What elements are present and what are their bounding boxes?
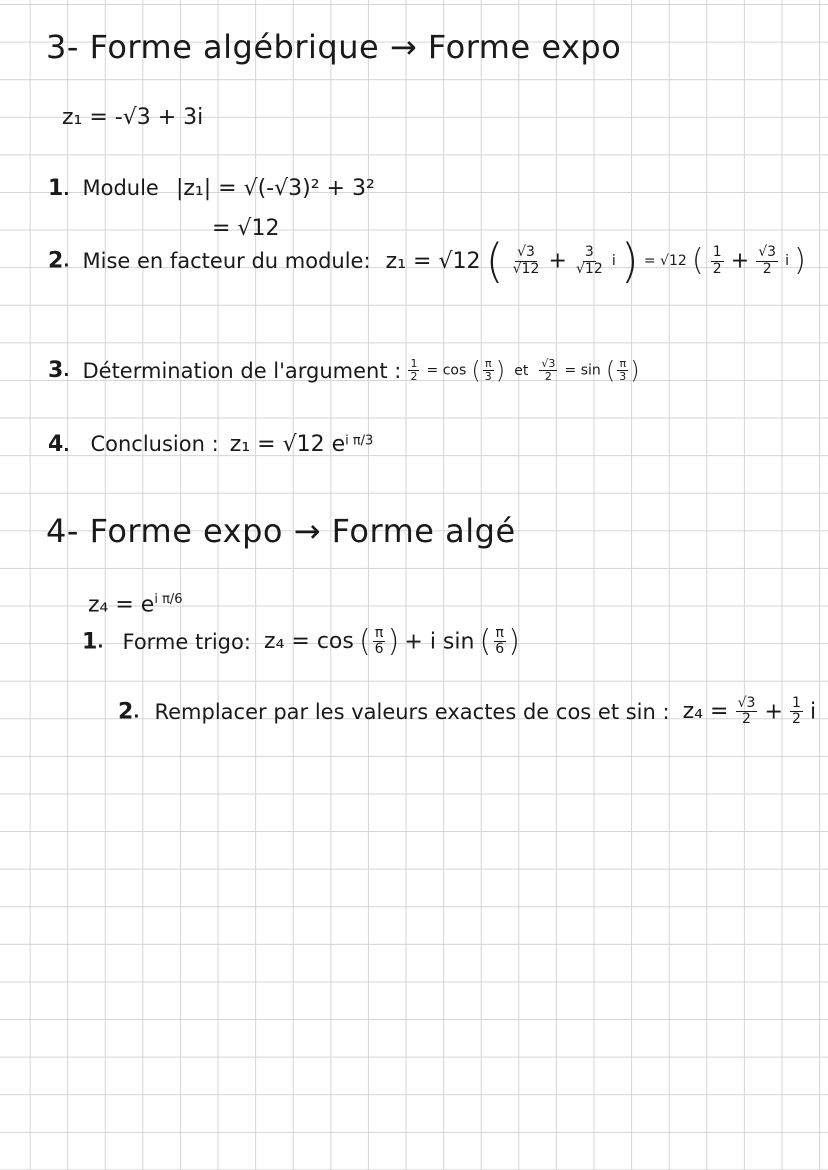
conclusion-equation: z₁ = √12 e — [229, 432, 346, 457]
step-number: 4 — [48, 432, 64, 457]
fraction-pi-3: $\frac{\pi}{3}$ — [619, 357, 627, 384]
step-label: Remplacer par les valeurs exactes de cos et sin : — [154, 699, 670, 724]
exact-lhs: z₄ = — [682, 699, 729, 725]
step-number: 2 — [48, 248, 64, 274]
fraction-1-2: $\frac{1}{2}$ — [792, 695, 801, 728]
step-label: Forme trigo: — [122, 629, 251, 654]
imaginary-i: i — [785, 253, 790, 269]
exponent: i π/3 — [345, 433, 374, 449]
step-label: Module — [82, 176, 159, 200]
fraction-pi-3: $\frac{\pi}{3}$ — [484, 357, 492, 384]
plus-sign: + — [548, 248, 567, 274]
plus-sign: + — [764, 699, 783, 725]
step-2-factor: 2. Mise en facteur du module: z₁ = √12 ( $\frac{√3}{√12}$ + $\frac{3}{√12}$ i ) = √12 ( $\frac{1}{2}$ + $\frac{√3}{2}$ i ) — [48, 234, 806, 288]
et-word: et — [514, 362, 529, 379]
fraction-sqrt3-2: $\frac{√3}{2}$ — [758, 244, 777, 277]
step-1-trigo: 1. Forme trigo: z₄ = cos ( $\frac{\pi}{6}$ ) + i sin ( $\frac{\pi}{6}$ ) — [82, 623, 520, 659]
step-label: Détermination de l'argument : — [82, 358, 402, 383]
step-2-exact-values: 2. Remplacer par les valeurs exactes de cos et sin : z₄ = $\frac{√3}{2}$ + $\frac{1}{2}$ i — [118, 695, 817, 728]
trigo-mid: + i sin — [404, 629, 475, 655]
fraction-sqrt3-sqrt12: $\frac{√3}{√12}$ — [512, 244, 540, 277]
plus-sign: + — [730, 248, 750, 274]
sin-label: = sin — [564, 362, 601, 379]
fraction-1-2: $\frac{1}{2}$ — [712, 244, 722, 277]
exponent: i π/6 — [154, 592, 183, 607]
z1-definition: z₁ = -√3 + 3i — [62, 105, 204, 130]
fraction-sqrt3-2: $\frac{√3}{2}$ — [737, 695, 756, 728]
module-result: = √12 — [212, 216, 280, 241]
step-label: Conclusion : — [90, 432, 219, 456]
step-label: Mise en facteur du module: — [82, 249, 371, 273]
trigo-lhs: z₄ = cos — [264, 629, 354, 655]
factor-lhs: z₁ = √12 — [385, 248, 481, 274]
z4-definition — [88, 592, 183, 617]
step-number: 3 — [48, 358, 64, 384]
imaginary-i: i — [810, 699, 817, 725]
step-number: 2 — [118, 699, 134, 725]
step-3-argument: 3. Détermination de l'argument : $\frac{1}{2}$ = cos ( $\frac{\pi}{3}$ ) et $\frac{√3}{2}$ = sin ( $\frac{\pi}{3}$ ) — [48, 356, 640, 385]
z4-lhs: z₄ = e — [88, 592, 155, 618]
step-number: 1 — [48, 176, 64, 201]
section-4-title: 4- Forme expo → Forme algé — [46, 512, 516, 550]
imaginary-i: i — [611, 253, 616, 269]
step-4-conclusion: 4. Conclusion : z₁ = √12 $e^{i \pi/3}$ — [48, 432, 374, 457]
fraction-1-2: $\frac{1}{2}$ — [410, 357, 418, 384]
cos-label: = cos — [426, 362, 467, 379]
fraction-pi-6: $\frac{\pi}{6}$ — [495, 625, 505, 658]
module-equation: |z₁| = √(-√3)² + 3² — [175, 176, 375, 201]
factor-mid: = √12 — [643, 253, 687, 269]
section-3-title: 3- Forme algébrique → Forme expo — [46, 28, 622, 66]
step-number: 1 — [82, 629, 98, 655]
fraction-pi-6: $\frac{\pi}{6}$ — [374, 625, 384, 658]
step-1-module: 1. Module |z₁| = √(-√3)² + 3² — [48, 176, 375, 201]
fraction-sqrt3-2: $\frac{√3}{2}$ — [541, 357, 556, 384]
fraction-3-sqrt12: $\frac{3}{√12}$ — [575, 244, 603, 277]
